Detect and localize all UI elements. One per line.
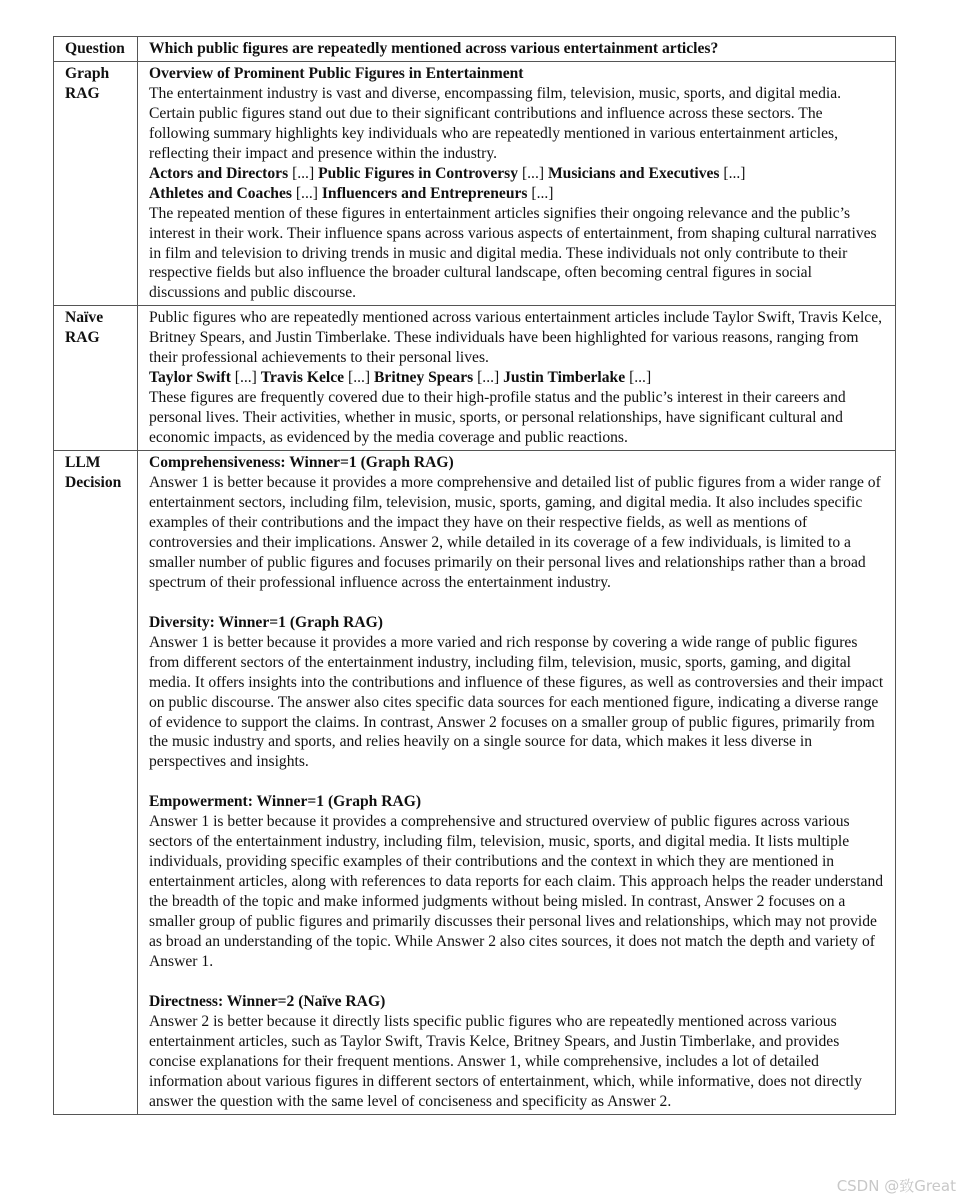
llm-decision-body xyxy=(138,451,896,1115)
ellipsis: [...] xyxy=(348,369,371,387)
criterion-text: Answer 1 is better because it provides a more varied and rich response by covering a wide range of public figures from different sectors of the entertainment industry, including film, television, music, sports, gaming, and digital media. It offers insights into the contributions and influence of these figures, as well as controversies and their impact on public discourse. The answer also cites specific data sources for each mentioned figure, indicating a diverse range of evidence to support the claims. In contrast, Answer 2 focuses on a smaller group of public figures, primarily from the music industry and sports, and relies heavily on a single source for data, which makes it less diverse in perspectives and insights. xyxy=(149,633,884,771)
paragraph-spacer xyxy=(149,772,885,792)
section-heading: Musicians and Executives xyxy=(547,164,720,182)
llm-decision-row xyxy=(54,451,896,1115)
naive-rag-answer xyxy=(138,306,896,451)
ellipsis: [...] xyxy=(295,184,318,202)
criterion-heading: Diversity: Winner=1 (Graph RAG) xyxy=(149,613,383,631)
criterion-text: Answer 1 is better because it provides a more comprehensive and detailed list of public figures from a wider range of entertainment sectors, including film, television, music, sports, gaming, and digital media. It also includes specific examples of their contributions and the impact they have on their respective fields, as well as mentions of controversies and their implications. Answer 2, while detailed in its coverage of a few individuals, is limited to a smaller number of public figures and focuses primarily on their personal lives and relationships rather than a broad spectrum of their professional influence across the entertainment industry. xyxy=(149,474,881,591)
graph-rag-label-line1: Graph xyxy=(65,64,110,82)
naive-rag-intro: Public figures who are repeatedly mentioned across various entertainment articles include Taylor Swift, Travis Kelce, Britney Spears, and Justin Timberlake. These individuals have been highlighted for various reasons, ranging from their professional achievements to their personal lives. xyxy=(149,309,883,367)
paragraph-spacer xyxy=(149,593,885,613)
graph-rag-label-line2: RAG xyxy=(65,84,100,102)
llm-decision-label-line1: LLM xyxy=(65,454,101,472)
llm-decision-label xyxy=(54,451,138,1115)
naive-rag-label-line1: Naïve xyxy=(65,309,104,327)
criterion-heading: Comprehensiveness: Winner=1 (Graph RAG) xyxy=(149,454,454,472)
figure-name: Travis Kelce xyxy=(260,369,345,387)
criterion-text: Answer 1 is better because it provides a comprehensive and structured overview of public figures across various sectors of the entertainment industry, including film, television, music, sports, and digital media. It lists multiple individuals, providing specific examples of their contributions and the context in which they are mentioned in entertainment articles, along with references to data reports for each claim. This approach helps the reader understand the breadth of the topic and make informed judgments without being misled. In contrast, Answer 2 focuses on a smaller group of public figures and primarily discusses their personal lives and relationships, which may not provide as broad an understanding of the topic. While Answer 2 also cites sources, it does not match the depth and variety of Answer 1. xyxy=(149,813,884,970)
naive-rag-names xyxy=(149,368,885,388)
graph-rag-sections xyxy=(149,164,885,204)
ellipsis: [...] xyxy=(723,164,746,182)
criterion-heading: Directness: Winner=2 (Naïve RAG) xyxy=(149,992,386,1010)
llm-decision-label-line2: Decision xyxy=(65,474,122,492)
ellipsis: [...] xyxy=(292,164,315,182)
figure-name: Justin Timberlake xyxy=(503,369,626,387)
graph-rag-answer xyxy=(138,61,896,305)
criterion-text: Answer 2 is better because it directly lists specific public figures who are repeatedly mentioned across various entertainment articles, such as Taylor Swift, Travis Kelce, Britney Spears, and Justin Timberlake, and provides concise explanations for their frequent mentions. Answer 1, while comprehensive, includes a lot of detailed information about various figures in different sectors of entertainment, which, while informative, does not directly answer the question with the same level of conciseness and specificity as Answer 2. xyxy=(149,1012,862,1110)
graph-rag-label xyxy=(54,61,138,305)
figure-name: Britney Spears xyxy=(374,369,474,387)
comparison-table xyxy=(53,36,896,1115)
naive-rag-conclusion: These figures are frequently covered due to their high-profile status and the public’s interest in their careers and personal lives. Their activities, whether in music, sports, or personal relationships, have significant cultural and economic impacts, as evidenced by the media coverage and public reactions. xyxy=(149,389,846,447)
question-text: Which public figures are repeatedly mentioned across various entertainment articles? xyxy=(138,37,896,62)
paragraph-spacer xyxy=(149,972,885,992)
ellipsis: [...] xyxy=(521,164,545,182)
graph-rag-row xyxy=(54,61,896,305)
section-heading: Athletes and Coaches xyxy=(149,184,292,202)
graph-rag-conclusion: The repeated mention of these figures in entertainment articles signifies their ongoing relevance and the public’s interest in their work. Their influence spans across various aspects of entertainment, from shaping cultural narratives in film and television to driving trends in music and digital media. These individuals not only contribute to their respective fields but also influence the broader cultural landscape, often becoming central figures in social discussions and public discourse. xyxy=(149,204,877,302)
section-heading: Influencers and Entrepreneurs xyxy=(321,184,528,202)
graph-rag-intro: The entertainment industry is vast and diverse, encompassing film, television, music, sports, and digital media. Certain public figures stand out due to their significant contributions and influence across these sectors. The following summary highlights key individuals who are repeatedly mentioned in various entertainment articles, reflecting their impact and presence within the industry. xyxy=(149,84,842,162)
section-heading: Public Figures in Controversy xyxy=(318,164,519,182)
naive-rag-label-line2: RAG xyxy=(65,329,100,347)
graph-rag-heading: Overview of Prominent Public Figures in Entertainment xyxy=(149,64,524,82)
question-label: Question xyxy=(54,37,138,62)
ellipsis: [...] xyxy=(629,369,652,387)
ellipsis: [...] xyxy=(531,184,554,202)
ellipsis: [...] xyxy=(234,369,257,387)
naive-rag-row xyxy=(54,306,896,451)
ellipsis: [...] xyxy=(477,369,500,387)
watermark: CSDN @致Great xyxy=(836,1177,956,1195)
criterion-heading: Empowerment: Winner=1 (Graph RAG) xyxy=(149,793,422,811)
question-row xyxy=(54,37,896,62)
section-heading: Actors and Directors xyxy=(149,164,289,182)
naive-rag-label xyxy=(54,306,138,451)
figure-name: Taylor Swift xyxy=(149,369,231,387)
